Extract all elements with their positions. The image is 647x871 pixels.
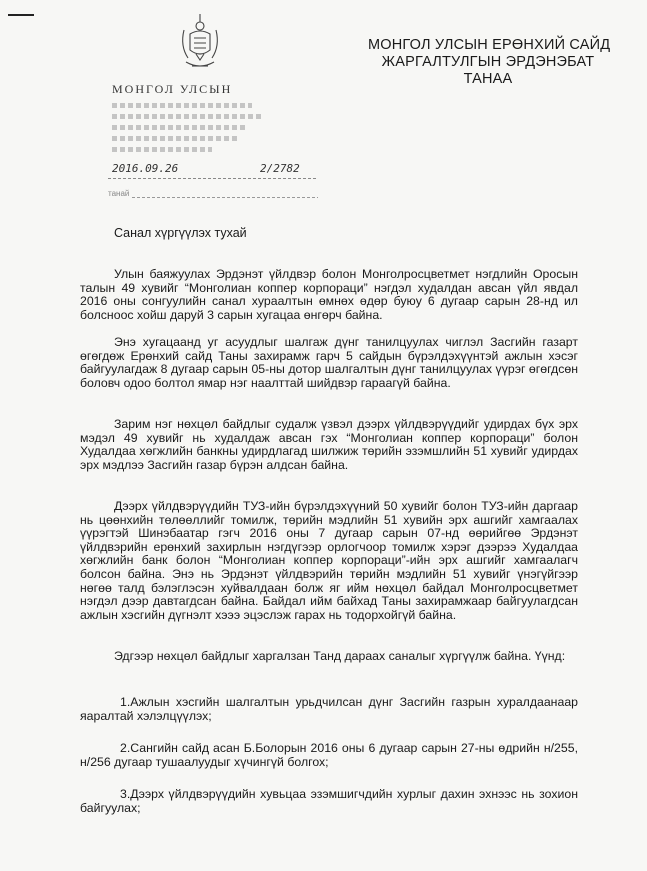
reference-row <box>108 189 318 201</box>
letterhead <box>112 82 312 152</box>
body-paragraph: Улын баяжуулах Эрдэнэт үйлдвэр болон Монголросцветмет нэгдлийн Оросын талын 49 хувийг “Монголиан коппер корпораци” нэгдэл худалдан авсан үйл явдал 2016 оны сонгуулийн санал хураалтын өмнөх өдөр буюу 6 дугаар сарын 28-нд ил болсноос хойш даруй 3 сарын хугацаа өнгөрч байна. <box>80 267 578 322</box>
addressee-block <box>368 37 611 88</box>
state-emblem-icon <box>176 10 224 76</box>
letter-date: 2016.09.26 <box>112 162 179 175</box>
body-paragraph: Зарим нэг нөхцөл байдлыг судалж үзвэл дээрх үйлдвэрүүдийг удирдах бүх эрх мэдэл 49 хувийг нь худалдаж авсан гэх “Монголиан коппер корпораци” болон Худалдаа хөгжлийн банкны удирдлагад шилжиж төрийн эзэмшлийн 51 хувийг удирдах эрх мэдлээ Засгийн газар бүрэн алдсан байна. <box>80 417 578 472</box>
letter-number: 2/2782 <box>260 162 300 175</box>
addressee-line: ЖАРГАЛТУЛГЫН ЭРДЭНЭБАТ <box>381 54 595 70</box>
address-line <box>112 125 247 130</box>
proposal-item: 2.Сангийн сайд асан Б.Болорын 2016 оны 6 дугаар сарын 27-ны өдрийн н/255, н/256 дугаар тушаалуудыг хүчингүй болгох; <box>80 741 578 769</box>
body-paragraph: Энэ хугацаанд уг асуудлыг шалгаж дүнг танилцуулах чиглэл Засгийн газарт өгөгдөж Ерөнхий сайд Таны захирамж гарч 5 сайдын бүрэлдэхүүнтэй ажлын хэсэг байгуулагдаж 8 дугаар сарын 05-ны дотор шалгалтын дүнг танилцуулах үүрэг өгөгдсөн боловч одоо болтол ямар нэг наалттай шийдвэр гараагүй байна. <box>80 335 578 390</box>
organization-name: МОНГОЛ УЛСЫН <box>112 82 233 96</box>
letter-subject: Санал хүргүүлэх тухай <box>114 226 247 240</box>
address-line <box>112 103 252 108</box>
address-line <box>112 147 212 152</box>
proposal-item: 3.Дээрх үйлдвэрүүдийн хувьцаа эзэмшигчдийн хурлыг дахин эхнээс нь зохион байгуулах; <box>80 787 578 815</box>
reference-line <box>132 197 318 198</box>
corner-mark <box>8 14 34 16</box>
body-paragraph: Эдгээр нөхцөл байдлыг харгалзан Танд дараах саналыг хүргүүлж байна. Үүнд: <box>114 649 566 663</box>
proposal-item: 1.Ажлын хэсгийн шалгалтын урьдчилсан дүнг Засгийн газрын хуралдаанаар яаралтай хэлэлцүүлэх; <box>80 695 578 723</box>
date-underline <box>108 178 318 179</box>
address-line <box>112 114 262 119</box>
addressee-line: МОНГОЛ УЛСЫН ЕРӨНХИЙ САЙД <box>368 37 611 53</box>
address-line <box>112 136 237 141</box>
body-paragraph: Дээрх үйлдвэрүүдийн ТУЗ-ийн бүрэлдэхүүний 50 хувийг болон ТУЗ-ийн даргаар нь цөөнхийн төлөөллийг томилж, төрийн мэдлийн 51 хувийн эрх ашгийг хамгаалах үүрэгтэй Шинэбаатар гэгч 2016 оны 7 дугаар сарын 07-нд өөрийгөө Эрдэнэт үйлдвэрийн ерөнхий захирлын нэгдүгээр орлогчоор томилж хэрэг дээрээ Худалдаа хөгжлийн банк болон “Монголиан коппер корпораци”-ийн эрх ашгийг хамгаалагч болсон байна. Энэ нь Эрдэнэт үйлдвэрийн төрийн мэдлийн 51 хувийг үнэгүйгээр нөгөө талд бэлэглэсэн хуйвалдаан болж яг ийм нөхцөл байдал Монголросцветмет нэгдэл дээр давтагдсан байна. Байдал ийм байхад Таны захирамжаар байгуулагдсан ажлын хэсгийн дүгнэлт хэээ эцэслэж гарах нь тодорхойгүй байна. <box>80 499 578 622</box>
addressee-line: ТАНАА <box>463 71 513 87</box>
reference-label: танай <box>108 189 130 198</box>
